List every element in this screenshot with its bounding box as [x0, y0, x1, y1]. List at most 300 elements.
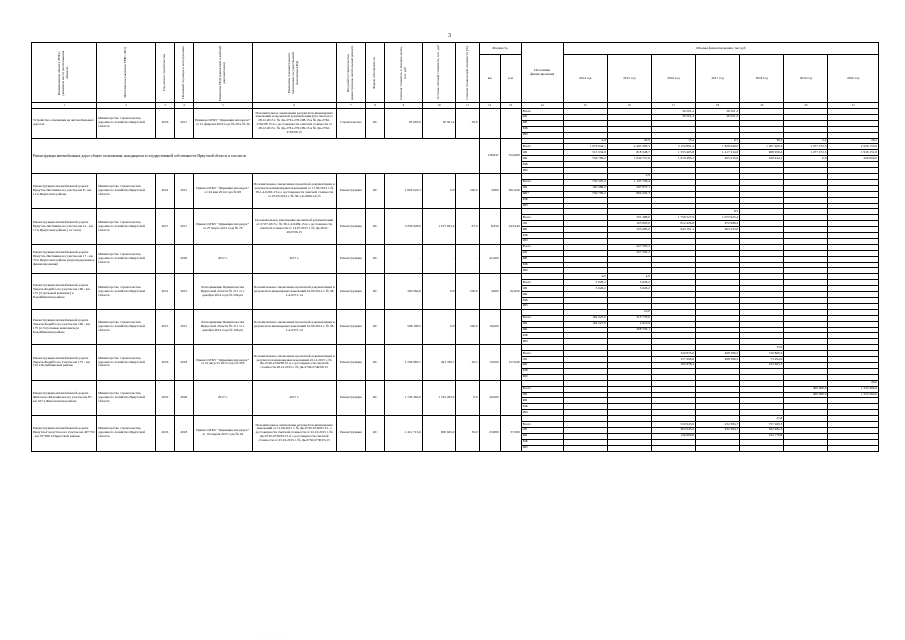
funding-value-cell: 1 756 527,9: [651, 215, 695, 221]
header-cell: п.м: [500, 55, 521, 103]
rest-cost-cell: 1 073 925,4: [422, 209, 456, 244]
work-type-cell: Реконструкция: [336, 244, 365, 274]
work-type-cell: Реконструкция: [336, 345, 365, 380]
work-type-cell: Реконструкция: [336, 173, 365, 208]
funding-source-cell: ФБ: [521, 120, 563, 126]
funding-source-cell: МБ: [521, 197, 563, 203]
funding-value-cell: 809 293,3: [607, 191, 651, 197]
readiness-cell: 67,9: [456, 209, 479, 244]
funding-value-cell: 672 688,4: [696, 221, 740, 227]
funding-value-cell: 194 227,0: [563, 321, 607, 327]
funding-value-cell: 562 482,5: [740, 427, 784, 433]
funding-source-cell: ОБ: [521, 321, 563, 327]
funding-value-cell: 36 501,2: [696, 109, 740, 115]
funding-value-cell: 157 996,6: [651, 357, 695, 363]
column-number-cell: 12: [479, 103, 500, 109]
funding-source-cell: ФБ: [521, 292, 563, 298]
readiness-cell: 0,0: [456, 380, 479, 415]
funding-value-cell: 5 626,2: [607, 286, 651, 292]
column-number-cell: 20: [784, 103, 828, 109]
psd-cell: Приказ ОГКУ "Дирекция автодорог" от 19 августа 2015 года № 205: [193, 345, 252, 380]
psd-cell: 2017 г.: [193, 380, 252, 415]
start-year-cell: 2012: [155, 274, 174, 309]
column-number-cell: 6: [252, 103, 336, 109]
executor-cell: Министерство строительства, дорожного хозяйства Иркутской области: [97, 173, 156, 208]
column-number-cell: 4: [174, 103, 193, 109]
column-number-cell: 3: [155, 103, 174, 109]
funding-value-cell: 5 626,2: [563, 280, 607, 286]
funding-value-cell: 335 685,0: [607, 227, 651, 233]
funding-value-cell: 363 043,0: [651, 427, 695, 433]
object-name-cell: Устройство освещения на автомобильных дорогах: [32, 109, 97, 139]
start-year-cell: 2019: [155, 380, 174, 415]
cost-cell: 598 196,5: [385, 309, 423, 344]
header-cell: Источники финансирования: [521, 43, 563, 103]
funding-source-cell: ОБ: [521, 150, 563, 156]
funding-value-cell: 400 000,0: [784, 386, 828, 392]
funding-value-cell: 13,4: [651, 138, 695, 144]
object-name-cell: Реконструкция автомобильной дороги Жигалово-Казачинское на участке км 87 - км 107 в Жигаловском районе: [32, 380, 97, 415]
psd-cell: Приказ ОГКУ "Дирекция автодорог" от 24 мая 2014 года № 98: [193, 173, 252, 208]
cost-cell: -: [385, 244, 423, 274]
table-body: [32, 109, 879, 452]
header-cell: Сметная стоимость в текущих ценах, тыс. руб: [385, 43, 423, 103]
funding-value-cell: 556 709,2: [563, 191, 607, 197]
capacity-pm-cell: [500, 244, 521, 274]
readiness-cell: 30,0: [456, 416, 479, 451]
funding-value-cell: 194 778,8: [740, 433, 784, 439]
end-year-cell: 2015: [174, 309, 193, 344]
funding-value-cell: 468 586,5: [696, 351, 740, 357]
funding-value-cell: 0,0: [784, 156, 828, 162]
funding-value-cell: 182 838,4: [651, 362, 695, 368]
funding-value-cell: 400 000,0: [784, 392, 828, 398]
funding-value-cell: 20,0: [828, 380, 879, 386]
expertise-cell: 2017 г.: [252, 380, 336, 415]
capacity-pm-cell: 157,040: [500, 345, 521, 380]
readiness-cell: -: [456, 244, 479, 274]
column-number-cell: 1: [32, 103, 97, 109]
cost-cell: 1 743 262,0: [385, 380, 423, 415]
funding-value-cell: 165 803,0: [607, 221, 651, 227]
funding-value-cell: 968 956,4: [740, 150, 784, 156]
capacity-km-cell: 15,000: [479, 345, 500, 380]
column-number-cell: 8: [366, 103, 385, 109]
header-cell: Год начала строительства: [155, 43, 174, 103]
funding-value-cell: 4 916,9: [607, 321, 651, 327]
column-number-cell: 13: [500, 103, 521, 109]
psd-cell: Распоряжение Правительства Иркутской области № 211 от 1 декабря 2014 года № 326-рп: [193, 274, 252, 309]
start-year-cell: 2016: [155, 109, 174, 139]
start-year-cell: [155, 244, 174, 274]
funding-source-cell: ФБ: [521, 156, 563, 162]
funding-value-cell: 5 626,2: [607, 280, 651, 286]
capacity-km-cell: 8,450: [479, 209, 500, 244]
expertise-cell: 2017 г.: [252, 244, 336, 274]
readiness-cell: 100,0: [456, 309, 479, 344]
column-number-cell: 11: [456, 103, 479, 109]
psd-cell: 2017 г.: [193, 244, 252, 274]
funding-source-cell: ОБ: [521, 250, 563, 256]
funding-value-cell: 812 426,8: [651, 221, 695, 227]
column-number-cell: 7: [336, 103, 365, 109]
funding-value-cell: 10,0: [607, 309, 651, 315]
work-type-cell: Реконструкция: [336, 209, 365, 244]
funding-value-cell: 501 488,0: [607, 215, 651, 221]
funding-source-cell: ФБ*: [521, 191, 563, 197]
funding-value-cell: 4,0: [563, 274, 607, 280]
cost-cell: 300 264,6: [385, 274, 423, 309]
funding-value-cell: 2 226 153,0: [828, 144, 879, 150]
funding-value-cell: 29,5: [828, 138, 879, 144]
funding-value-cell: 313 770,0: [607, 315, 651, 321]
header-cell: Остаток сметной стоимости, тыс. руб: [422, 43, 456, 103]
rest-cost-cell: 0,0: [422, 173, 456, 208]
column-number-cell: 18: [696, 103, 740, 109]
year-header: 2018 год: [740, 55, 784, 103]
end-year-cell: 2015: [174, 173, 193, 208]
end-year-cell: 2018: [174, 345, 193, 380]
rest-cost-cell: 990 045,0: [422, 416, 456, 451]
end-year-cell: 2020: [174, 244, 193, 274]
work-type-cell: Реконструкция: [336, 274, 365, 309]
capacity-pm-cell: 291,040: [500, 173, 521, 208]
ownership-cell: ОС: [366, 309, 385, 344]
column-number-cell: 15: [563, 103, 607, 109]
funding-source-cell: Всего: [521, 386, 563, 392]
funding-source-cell: ИИ: [521, 374, 563, 380]
capacity-pm-cell: 62,650: [500, 274, 521, 309]
funding-value-cell: 4,9: [607, 274, 651, 280]
funding-source-cell: ФБ: [521, 433, 563, 439]
cost-cell: 93 063,0: [385, 109, 423, 139]
expertise-cell: Положительное заключение проектной документации и результатов инженерных изысканий 01.09.2014 г. № 38-1-4-0373-14: [252, 309, 336, 344]
funding-value-cell: 6,7: [696, 138, 740, 144]
funding-source-cell: ИИ: [521, 410, 563, 416]
funding-value-cell: 403 235,0: [696, 227, 740, 233]
funding-value-cell: 232 384,7: [696, 427, 740, 433]
funding-source-cell: ИИ: [521, 303, 563, 309]
cost-cell: 1 412 713,6: [385, 416, 423, 451]
ownership-cell: ОС: [366, 173, 385, 208]
funding-value-cell: 3,9: [607, 173, 651, 179]
funding-value-cell: [651, 445, 695, 451]
column-number-cell: 14: [521, 103, 563, 109]
funding-source-cell: МБ: [521, 439, 563, 445]
work-type-cell: Строительство: [336, 109, 365, 139]
funding-value-cell: 752 297,2: [563, 179, 607, 185]
object-name-cell: Реконструкция автомобильной дороги Иркутск-Листвянка на участке км 17 - км 70 в Иркутском районе (нераспределенное финансирование): [32, 244, 97, 274]
funding-source-cell: ОБ: [521, 357, 563, 363]
funding-value-cell: 944 101,1: [651, 227, 695, 233]
readiness-cell: 30,5: [456, 345, 479, 380]
page-number: 3: [448, 33, 451, 39]
funding-source-cell: Всего: [521, 109, 563, 115]
funding-value-cell: 1 343 262,0: [828, 392, 879, 398]
expertise-cell: Положительное заключение проектной документации от 27.07.2015 г. № 38-1-4-0409-15 и о достоверности сметной стоимости от 14.07.2015 г. № Дк-2047-2047/06.15: [252, 209, 336, 244]
object-name-cell: Реконструкция автомобильной дороги Иркутск-Листвянка на участке км 12 - км 17 в Иркутском районе (1,2 этап): [32, 209, 97, 244]
cost-cell: 1 603 023,3: [385, 173, 423, 208]
rest-cost-cell: 1 743 262,0: [422, 380, 456, 415]
funding-value-cell: 3 152 891,4: [651, 144, 695, 150]
funding-value-cell: 36 501,2: [696, 114, 740, 120]
funding-value-cell: 1 619 485,2: [651, 156, 695, 162]
psd-cell: Приказ ОГКУ "Дирекция автодорог" от 10 апреля 2015 года № 94: [193, 416, 252, 451]
funding-source-cell: ИИ: [521, 268, 563, 274]
funding-value-cell: 403 235,0: [696, 156, 740, 162]
end-year-cell: 2017: [174, 109, 193, 139]
readiness-cell: 39,9: [456, 109, 479, 139]
capacity-pm-cell: 243,240: [500, 209, 521, 244]
funding-value-cell: 227 505,2: [607, 250, 651, 256]
capacity-km-cell: 10,000: [479, 309, 500, 344]
funding-value-cell: 308 793,1: [607, 327, 651, 333]
readiness-cell: 100,0: [456, 274, 479, 309]
executor-cell: Министерство строительства, дорожного хозяйства Иркутской области: [97, 244, 156, 274]
funding-source-cell: МБ: [521, 126, 563, 132]
header-cell: Мощность: [479, 43, 521, 55]
header-cell: Наименование объекта ТНР (с указанием места расположения объекта): [32, 43, 97, 103]
funding-value-cell: 36 501,2: [651, 109, 695, 115]
funding-value-cell: 1 070 044,1: [563, 144, 607, 150]
funding-source-cell: ОБ: [521, 392, 563, 398]
funding-value-cell: 1 417 214,0: [696, 150, 740, 156]
expertise-cell: Положительное заключение проектной документации и результатов инженерных изысканий от 17.06.2014 г. № 38-1-4-0292-13 и о достоверности сметной стоимости от 23.05.2014 г. № 38-1-6-0299-14/13: [252, 173, 336, 208]
capacity-pm-cell: [500, 309, 521, 344]
expertise-cell: Положительное заключение проектной документации и результатов инженерных изысканий 01.09.2014 г. № 38-1-4-0371-14: [252, 274, 336, 309]
capacity-km-cell: 4,900: [479, 274, 500, 309]
executor-cell: Министерство строительства, дорожного хозяйства Иркутской области: [97, 109, 156, 139]
funding-value-cell: 15,0: [740, 345, 784, 351]
funding-value-cell: [740, 445, 784, 451]
ownership-cell: ОС: [366, 274, 385, 309]
funding-source-cell: ИИ: [521, 203, 563, 209]
capacity-km-cell: 23,800: [479, 416, 500, 451]
funding-source-cell: ФБ: [521, 398, 563, 404]
rest-cost-cell: 0,0: [422, 309, 456, 344]
funding-value-cell: 146 900,0: [651, 433, 695, 439]
column-number-cell: 16: [607, 103, 651, 109]
financing-table: [31, 42, 879, 452]
ownership-cell: ОС: [366, 345, 385, 380]
header-cell: Вид работ (строительство, реконструкция, капитальный ремонт): [336, 43, 365, 103]
start-year-cell: 2014: [155, 173, 174, 208]
column-number-cell: 9: [385, 103, 423, 109]
funding-value-cell: 73 294,9: [740, 357, 784, 363]
funding-value-cell: 757 260,3: [740, 422, 784, 428]
rest-cost-cell: -: [422, 244, 456, 274]
start-year-cell: 2015: [155, 209, 174, 244]
funding-source-cell: ИИ: [521, 238, 563, 244]
funding-source-cell: Всего: [521, 351, 563, 357]
executor-cell: Министерство строительства, дорожного хозяйства Иркутской области: [97, 416, 156, 451]
funding-source-cell: Всего: [521, 244, 563, 250]
funding-value-cell: 20,0: [607, 138, 651, 144]
funding-value-cell: 4,9: [563, 138, 607, 144]
funding-source-cell: Всего: [521, 144, 563, 150]
funding-value-cell: 1 533 405,8: [651, 150, 695, 156]
readiness-cell: 100,0: [456, 173, 479, 208]
executor-cell: Министерство строительства, дорожного хозяйства Иркутской области: [97, 380, 156, 415]
funding-value-cell: [784, 445, 828, 451]
expertise-cell: Положительное заключение результатов инженерных изысканий и проектной документации (без сметы) от 28.12.2015 г. № Дк-2761-2761/08.15 и № Дк-2762-2762/08.15 и о достоверности сметной стоимости от 28.12.2015 г. № Дк-2761-2761/09.15 и № Дк-2762-2762/09.15: [252, 109, 336, 139]
object-name-cell: Реконструкция автомобильной дороги Иркутск-Листвянка на участке км 8 - км 12 в Иркутском районе: [32, 173, 97, 208]
funding-source-cell: Всего: [521, 215, 563, 221]
funding-source-cell: МБ: [521, 368, 563, 374]
funding-source-cell: ФБ: [521, 256, 563, 262]
rest-cost-cell: 401 796,7: [422, 345, 456, 380]
end-year-cell: 2018: [174, 416, 193, 451]
funding-value-cell: 232 384,7: [696, 422, 740, 428]
start-year-cell: 2016: [155, 416, 174, 451]
executor-cell: Министерство строительства, дорожного хозяйства Иркутской области: [97, 274, 156, 309]
column-number-cell: 17: [651, 103, 695, 109]
header-cell: Форма собственности: [366, 43, 385, 103]
work-type-cell: Реконструкция: [336, 380, 365, 415]
funding-value-cell: 194 227,0: [563, 315, 607, 321]
funding-value-cell: [696, 445, 740, 451]
object-name-cell: Реконструкция автомобильной дороги Тыреть-Бодайбо на участке км 160 - км 175 (2-3 пусковые комплексы) в Бодайбинском районе: [32, 309, 97, 344]
column-number-cell: 2: [97, 103, 156, 109]
rest-cost-cell: 0,0: [422, 274, 456, 309]
funding-value-cell: 513 334,9: [563, 150, 607, 156]
executor-cell: Министерство строительства, дорожного хозяйства Иркутской области: [97, 345, 156, 380]
funding-value-cell: 438 444,1: [740, 156, 784, 162]
funding-value-cell: 316 860,2: [740, 351, 784, 357]
capacity-pm-cell: [500, 109, 521, 139]
year-header: 2016 год: [651, 55, 695, 103]
funding-value-cell: 36 501,2: [651, 114, 695, 120]
column-number-cell: 19: [740, 103, 784, 109]
expertise-cell: Положительное заключение проектной документации и результатов инженерных изысканий 22.12.2015 г. № Дк-2746-2746/08.15 и о достоверности сметной стоимости 28.12.2015 г. № Дк-2746-2746/09.15: [252, 345, 336, 380]
header-cell: Реквизиты ПСД (проектной и рабочей документации): [193, 43, 252, 103]
ownership-cell: ОС: [366, 109, 385, 139]
psd-cell: Приказ ОГКУ "Дирекция автодорог" от 27 марта 2015 года № 79: [193, 209, 252, 244]
funding-source-cell: ОБ: [521, 427, 563, 433]
funding-source-cell: ОБ: [521, 286, 563, 292]
header-cell: Плановый год ввода в эксплуатацию: [174, 43, 193, 103]
header-cell: Реквизиты положительного заключения государственной экспертизы ПСД: [252, 43, 336, 103]
funding-value-cell: 2,4: [784, 138, 828, 144]
funding-source-cell: ОБ: [521, 221, 563, 227]
end-year-cell: 2020: [174, 380, 193, 415]
capacity-km-cell: [479, 109, 500, 139]
funding-value-cell: 1 107 130,4: [607, 179, 651, 185]
funding-value-cell: 1 828 449,0: [696, 144, 740, 150]
capacity-km-cell: 3,900: [479, 173, 500, 208]
executor-cell: Министерство строительства, дорожного хозяйства Иркутской области: [97, 209, 156, 244]
funding-source-cell: ОБ: [521, 185, 563, 191]
funding-value-cell: 8,5: [696, 209, 740, 215]
funding-value-cell: 297 837,1: [607, 185, 651, 191]
rest-cost-cell: 36 501,2: [422, 109, 456, 139]
funding-source-cell: МБ: [521, 233, 563, 239]
funding-value-cell: 1 477 272,3: [784, 150, 828, 156]
funding-source-cell: Всего: [521, 422, 563, 428]
funding-value-cell: [828, 445, 879, 451]
header-cell: км: [479, 55, 500, 103]
year-header: 2015 год: [607, 55, 651, 103]
year-header: 2017 год: [696, 55, 740, 103]
funding-source-cell: МБ: [521, 162, 563, 168]
funding-source-cell: Всего: [521, 179, 563, 185]
work-type-cell: Реконструкция: [336, 309, 365, 344]
funding-value-cell: 30,3: [740, 138, 784, 144]
ownership-cell: ОС: [366, 209, 385, 244]
funding-value-cell: 5 626,2: [563, 286, 607, 292]
end-year-cell: 2015: [174, 274, 193, 309]
year-header: 2020 год: [828, 55, 879, 103]
header-cell: Исполнитель (заказчик ГРБС, МО): [97, 43, 156, 103]
psd-cell: Распоряжение Правительства Иркутской области № 211 от 1 декабря 2014 года № 326-рп: [193, 309, 252, 344]
section-title-cell: Реконструкция автомобильных дорог общего пользования, находящихся в государственной собственности Иркутской области, в том числе: [32, 138, 480, 173]
funding-source-cell: МБ: [521, 262, 563, 268]
funding-source-cell: ФБ: [521, 362, 563, 368]
funding-value-cell: 510 943,0: [651, 422, 695, 428]
column-number-cell: 5: [193, 103, 252, 109]
ownership-cell: ОС: [366, 380, 385, 415]
cost-cell: 1 256 683,7: [385, 345, 423, 380]
funding-source-cell: ФБ: [521, 327, 563, 333]
funding-source-cell: ИИ: [521, 168, 563, 174]
funding-value-cell: 195 588,0: [563, 185, 607, 191]
ownership-cell: ОС: [366, 244, 385, 274]
funding-value-cell: 23,8: [740, 416, 784, 422]
capacity-km-cell: 41,000: [479, 244, 500, 274]
footer-marks: · · · ·: [260, 632, 290, 637]
ownership-cell: ОС: [366, 416, 385, 451]
funding-value-cell: 468 586,5: [696, 357, 740, 363]
header-cell: Объемы финансирования, тыс.руб: [563, 43, 878, 55]
capacity-km-cell: 20,000: [479, 380, 500, 415]
funding-value-cell: [563, 445, 607, 451]
column-number-cell: 10: [422, 103, 456, 109]
capacity-pm-cell: 37,300: [500, 416, 521, 451]
funding-source-cell: ИИ: [521, 132, 563, 138]
funding-source-cell: Всего: [521, 315, 563, 321]
year-header: 2019 год: [784, 55, 828, 103]
executor-cell: Министерство строительства, дорожного хозяйства Иркутской области: [97, 309, 156, 344]
funding-value-cell: 1 407 400,5: [740, 144, 784, 150]
funding-source-cell: ИИ: [521, 339, 563, 345]
funding-value-cell: 818 528,7: [607, 150, 651, 156]
funding-value-cell: 1 936 151,0: [828, 150, 879, 156]
expertise-cell: Положительное заключение результатов инженерных изысканий от 11.06.2015 г. № Дк-0730-0730/05.15, о достоверности сметной стоимости от 22.10.2015 г. № Дк-0730-0730/03.15 и о достоверности сметной стоимости от 23.10.2015 г. № Дк-0730-0730/03.15: [252, 416, 336, 451]
work-type-cell: Реконструкция: [336, 416, 365, 451]
funding-source-cell: ИИ: [521, 445, 563, 451]
cost-cell: 3 259 028,0: [385, 209, 423, 244]
year-header: 2014 год: [563, 55, 607, 103]
start-year-cell: 2016: [155, 345, 174, 380]
funding-value-cell: 227 505,2: [607, 244, 651, 250]
object-name-cell: Реконструкция автомобильной дороги Тыреть-Бодайбо на участке км 175 - км 191 в Бодайбинском районе: [32, 345, 97, 380]
funding-value-cell: 1 644 757,6: [607, 156, 651, 162]
funding-source-cell: МБ: [521, 404, 563, 410]
object-name-cell: Реконструкция автомобильной дороги Тыреть-Бодайбо на участке км 160 - км 175 (5 пусковой комплекс) в Бодайбинском районе: [32, 274, 97, 309]
object-name-cell: Реконструкция автомобильной дороги Иркутск-Голоустное на участке км 49+750 - км 70+000 в Иркутском районе: [32, 416, 97, 451]
start-year-cell: 2013: [155, 309, 174, 344]
funding-value-cell: 556 709,2: [563, 156, 607, 162]
column-number-cell: 21: [828, 103, 879, 109]
header-row: [32, 43, 879, 55]
end-year-cell: 2017: [174, 209, 193, 244]
funding-source-cell: МБ: [521, 298, 563, 304]
funding-value-cell: 1 073 925,4: [696, 215, 740, 221]
funding-source-cell: ФБ: [521, 227, 563, 233]
funding-value-cell: 340 835,0: [651, 351, 695, 357]
capacity-pm-cell: [500, 380, 521, 415]
funding-value-cell: 290 000,0: [828, 156, 879, 162]
